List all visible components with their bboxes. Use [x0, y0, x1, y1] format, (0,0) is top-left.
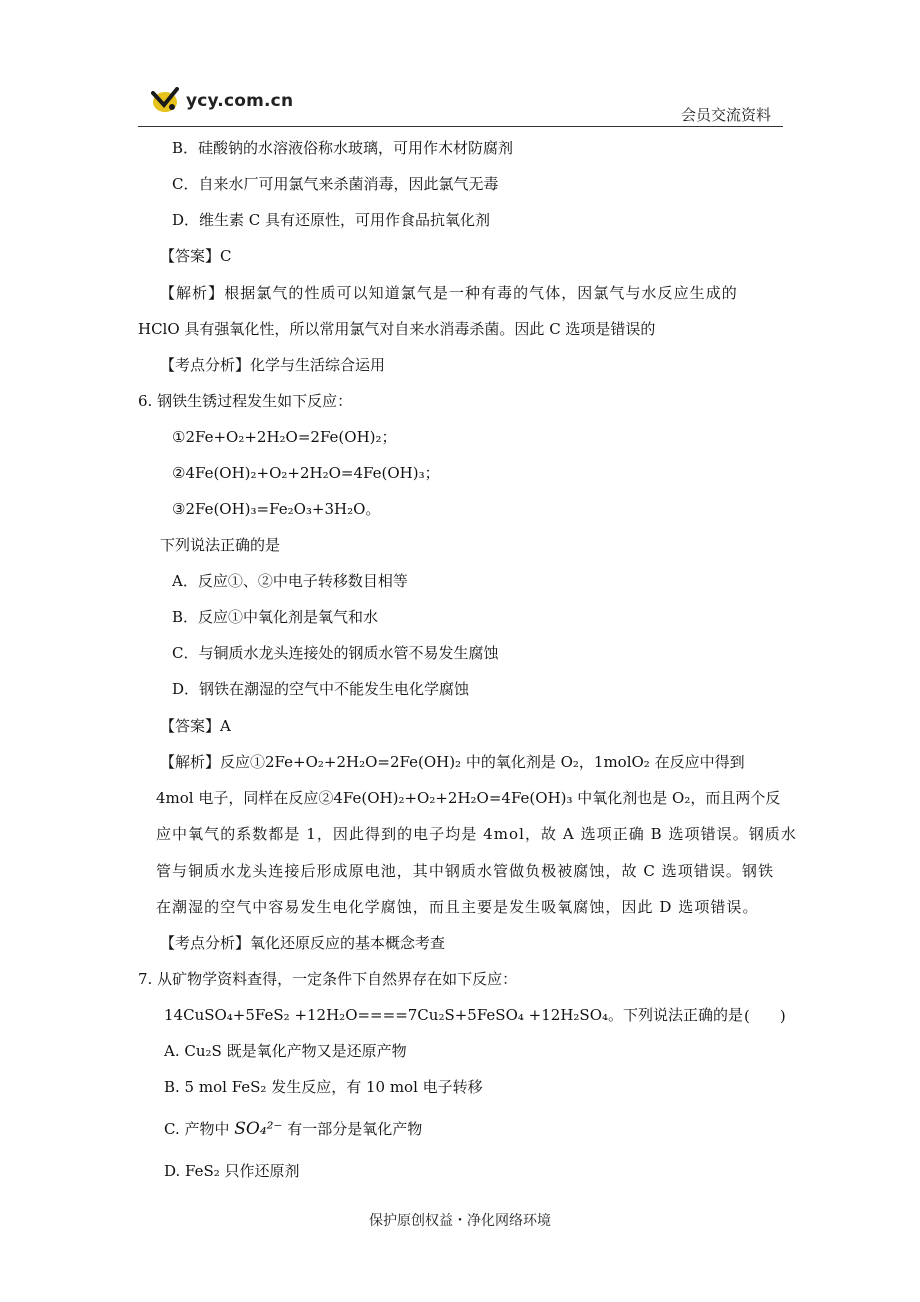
header-label: 会员交流资料: [680, 106, 771, 124]
q7-equation: 14CuSO₄+5FeS₂ +12H₂O====7Cu₂S+5FeSO₄ +12H₂SO₄。下列说法正确的是: [164, 1006, 744, 1024]
header-divider: [138, 126, 783, 127]
page-footer: 保护原创权益・净化网络环境: [369, 1213, 551, 1229]
q7-option-c: [164, 1119, 422, 1139]
q6-option-a: A．反应①、②中电子转移数目相等: [172, 572, 408, 590]
q6-reaction2: ②4Fe(OH)₂+O₂+2H₂O=4Fe(OH)₃；: [172, 464, 440, 482]
q7-option-c-prefix: C. 产物中: [164, 1120, 230, 1138]
q6-analysis-line3: 应中氧气的系数都是 1，因此得到的电子均是 4mol，故 A 选项正确 B 选项错误。钢质水: [156, 825, 797, 843]
page-header: [138, 80, 783, 128]
q6-analysis-line4: 管与铜质水龙头连接后形成原电池，其中钢质水管做负极被腐蚀，故 C 选项错误。钢铁: [156, 862, 775, 880]
q6-option-c: C．与铜质水龙头连接处的钢质水管不易发生腐蚀: [172, 644, 499, 662]
q5-option-d: D．维生素 C 具有还原性，可用作食品抗氧化剂: [172, 211, 491, 229]
q5-analysis-line1: 【解析】根据氯气的性质可以知道氯气是一种有毒的气体，因氯气与水反应生成的: [160, 284, 738, 302]
site-logo[interactable]: [150, 86, 293, 116]
logo-mark-icon: [150, 87, 180, 115]
q6-point: 【考点分析】氧化还原反应的基本概念考查: [160, 934, 446, 952]
q7-option-b: B. 5 mol FeS₂ 发生反应，有 10 mol 电子转移: [164, 1078, 483, 1096]
logo-text: ycy.com.cn: [186, 91, 294, 111]
q5-point: 【考点分析】化学与生活综合运用: [160, 356, 386, 374]
q5-analysis-line2: HClO 具有强氧化性，所以常用氯气对自来水消毒杀菌。因此 C 选项是错误的: [138, 320, 656, 338]
q6-reaction1: ①2Fe+O₂+2H₂O=2Fe(OH)₂；: [172, 428, 397, 446]
q6-answer: 【答案】A: [160, 717, 231, 735]
q7-answer-blank: ( ): [744, 1007, 786, 1025]
q6-analysis-line1: 【解析】反应①2Fe+O₂+2H₂O=2Fe(OH)₂ 中的氧化剂是 O₂，1molO₂ 在反应中得到: [160, 753, 745, 771]
sulfate-ion-formula: SO₄²⁻: [234, 1119, 283, 1139]
q6-stem: 6. 钢铁生锈过程发生如下反应：: [138, 392, 353, 410]
q7-option-d: D. FeS₂ 只作还原剂: [164, 1162, 300, 1180]
q6-analysis-line2: 4mol 电子，同样在反应②4Fe(OH)₂+O₂+2H₂O=4Fe(OH)₃ 中氧化剂也是 O₂，而且两个反: [156, 789, 781, 807]
q6-analysis-line5: 在潮湿的空气中容易发生电化学腐蚀，而且主要是发生吸氧腐蚀，因此 D 选项错误。: [156, 898, 759, 916]
q6-prompt: 下列说法正确的是: [160, 536, 281, 554]
q5-answer: 【答案】C: [160, 247, 232, 265]
q5-option-c: C．自来水厂可用氯气来杀菌消毒，因此氯气无毒: [172, 175, 499, 193]
q6-option-d: D．钢铁在潮湿的空气中不能发生电化学腐蚀: [172, 680, 470, 698]
q7-stem: 7. 从矿物学资料查得，一定条件下自然界存在如下反应：: [138, 970, 518, 988]
q7-option-c-suffix: 有一部分是氧化产物: [287, 1120, 423, 1138]
q6-option-b: B．反应①中氧化剂是氧气和水: [172, 608, 379, 626]
q7-option-a: A. Cu₂S 既是氧化产物又是还原产物: [164, 1042, 407, 1060]
q5-option-b: B．硅酸钠的水溶液俗称水玻璃，可用作木材防腐剂: [172, 139, 514, 157]
q6-reaction3: ③2Fe(OH)₃=Fe₂O₃+3H₂O。: [172, 500, 381, 518]
